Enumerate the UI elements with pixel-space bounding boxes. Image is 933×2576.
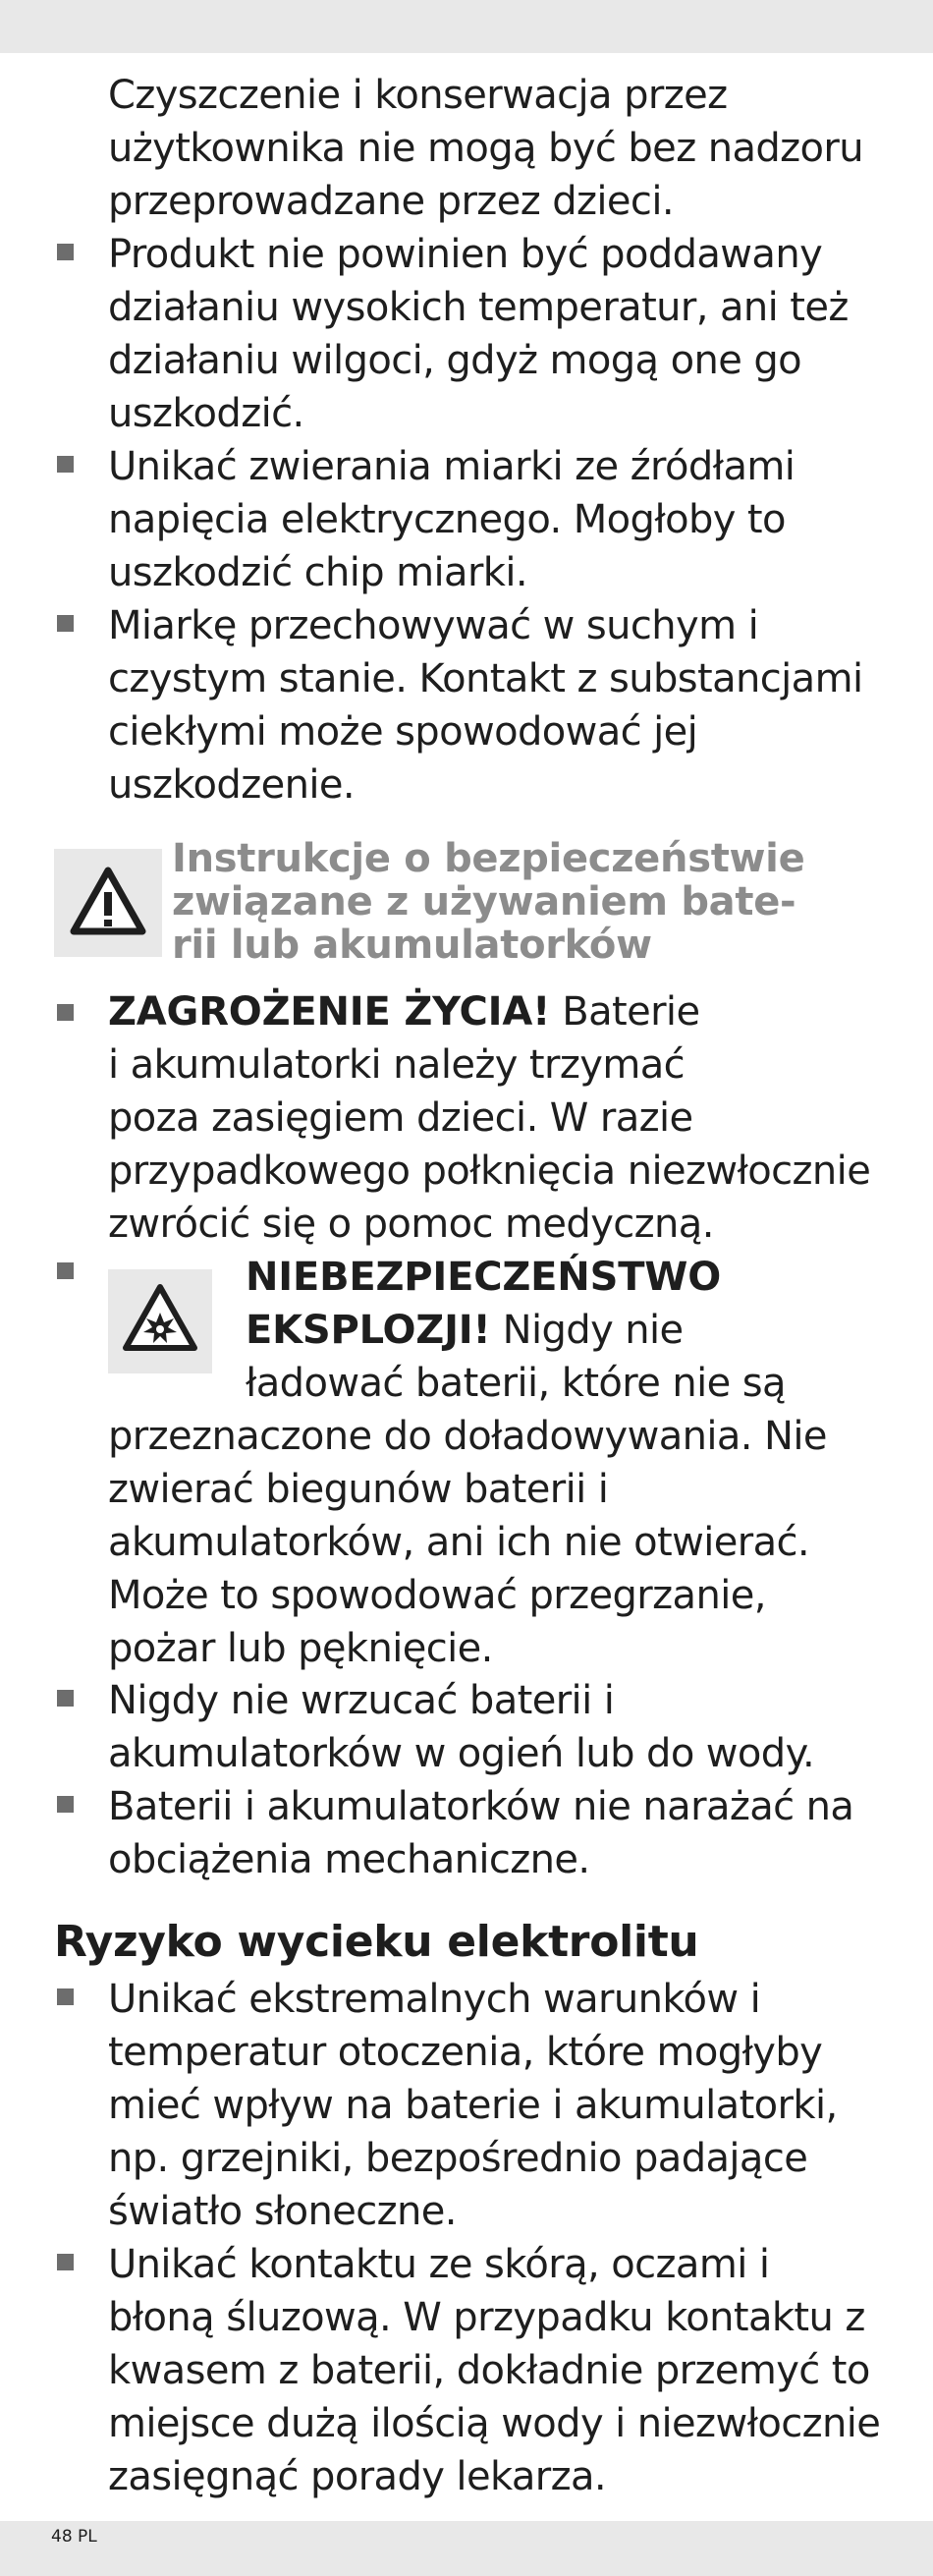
explosion-paragraph: przeznaczone do doładowywania. Nie zwierać biegunów baterii i akumulatorków, ani ich nie otwierać. Może to spowodować przegrzanie, pożar lub pęknięcie. [108, 1414, 827, 1671]
bullet-marker [57, 615, 74, 632]
bullet-short-circuit: Unikać zwierania miarki ze źródłami napięcia elektrycznego. Mogłoby to uszkodzić chip miarki. [108, 444, 796, 595]
explosion-heading: NIEBEZPIECZEŃSTWO EKSPLOZJI! Nigdy nie ładować baterii, które nie są [246, 1255, 786, 1406]
leak-section-title: Ryzyko wycieku elektrolitu [54, 1917, 699, 1967]
bullet-marker [57, 1690, 74, 1707]
cleaning-paragraph: Czyszczenie i konserwacja przez użytkownika nie mogą być bez nadzoru przeprowadzane przez dzieci. [108, 73, 864, 224]
bullet-extreme-conditions: Unikać ekstremalnych warunków i temperatur otoczenia, które mogłyby mieć wpływ na baterie i akumulatorki, np. grzejniki, bezpośrednio padające światło słoneczne. [108, 1977, 838, 2234]
bullet-marker [57, 1004, 74, 1021]
page-number: 48 PL [51, 2527, 97, 2547]
explosion-icon [108, 1269, 212, 1373]
battery-safety-heading: Instrukcje o bezpieczeństwie związane z używaniem bate- rii lub akumulatorków [172, 836, 805, 968]
warning-triangle-icon [54, 849, 162, 957]
top-band [0, 0, 933, 53]
bullet-marker [57, 1262, 74, 1279]
bullet-storage: Miarkę przechowywać w suchym i czystym stanie. Kontakt z substancjami ciekłymi może spowodować jej uszkodzenie. [108, 603, 863, 808]
bullet-skin-contact: Unikać kontaktu ze skórą, oczami i błoną śluzową. W przypadku kontaktu z kwasem z baterii, dokładnie przemyć to miejsce dużą ilością wody i niezwłocznie zasięgnąć porady lekarza. [108, 2242, 881, 2499]
bullet-marker [57, 2254, 74, 2270]
bullet-marker [57, 244, 74, 260]
footer-band [0, 2521, 933, 2576]
danger-life-label: ZAGROŻENIE ŻYCIA! [108, 989, 551, 1035]
bullet-fire-water: Nigdy nie wrzucać baterii i akumulatorków w ogień lub do wody. [108, 1678, 815, 1776]
bullet-marker [57, 1988, 74, 2005]
bullet-heat-moisture: Produkt nie powinien być poddawany działaniu wysokich temperatur, ani też działaniu wilgoci, gdyż mogą one go uszkodzić. [108, 232, 849, 436]
bullet-danger-life: ZAGROŻENIE ŻYCIA! Baterie i akumulatorki należy trzymać poza zasięgiem dzieci. W razie przypadkowego połknięcia niezwłocznie zwrócić się o pomoc medyczną. [108, 989, 871, 1247]
bullet-mechanical: Baterii i akumulatorków nie narażać na obciążenia mechaniczne. [108, 1784, 854, 1882]
bullet-marker [57, 456, 74, 473]
bullet-marker [57, 1796, 74, 1813]
